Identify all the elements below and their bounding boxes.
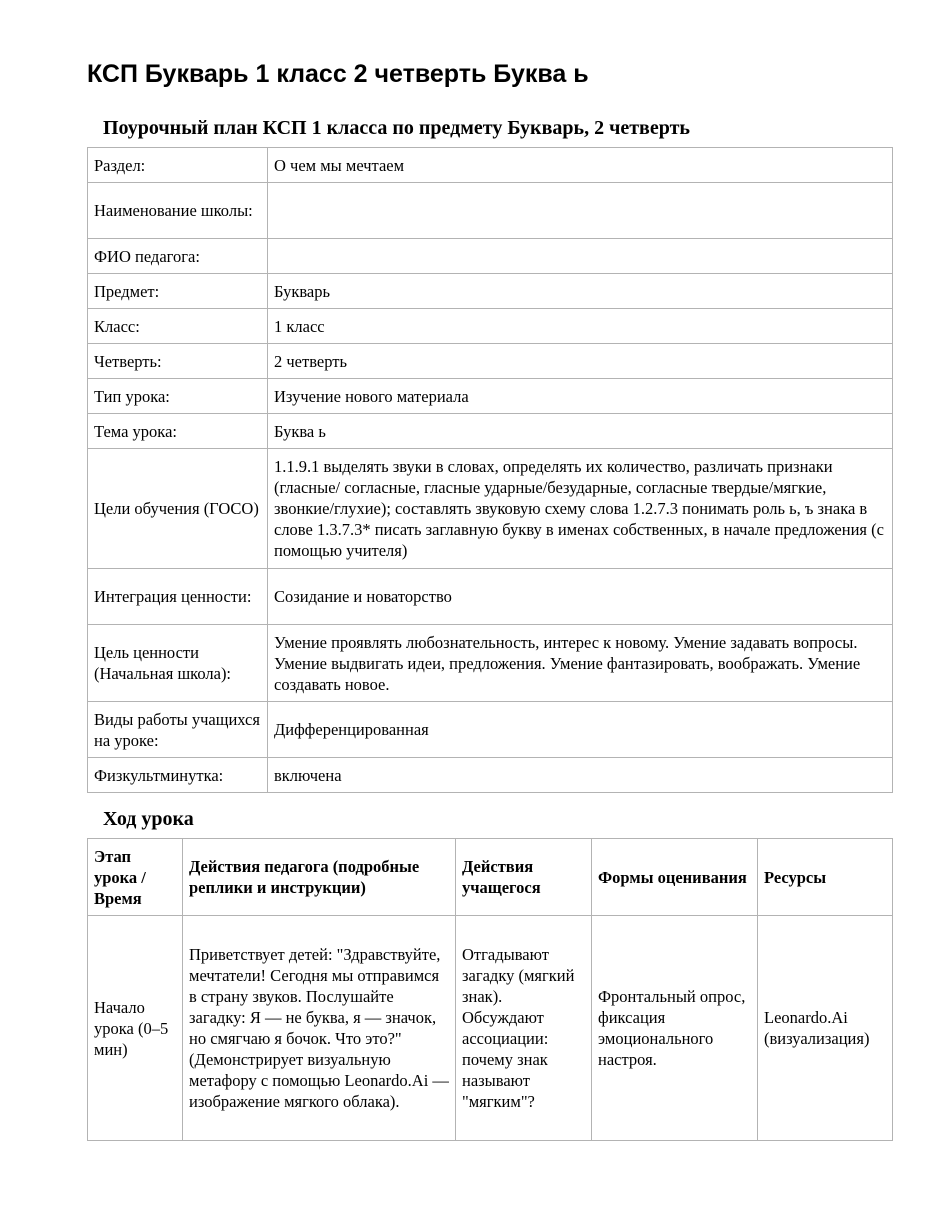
lesson-flow-table	[87, 838, 893, 1141]
header-assessment: Формы оценивания	[592, 839, 758, 916]
lesson-info-table	[87, 147, 893, 793]
info-label: Тип урока:	[88, 379, 268, 414]
lesson-flow-title: Ход урока	[103, 808, 194, 830]
info-value: Созидание и новаторство	[268, 569, 893, 625]
info-row-quarter	[88, 344, 893, 379]
info-label: Предмет:	[88, 274, 268, 309]
info-row-school	[88, 183, 893, 239]
page-title: КСП Букварь 1 класс 2 четверть Буква ь	[87, 60, 589, 88]
info-label: Цели обучения (ГОСО)	[88, 449, 268, 569]
info-row-values-integration	[88, 569, 893, 625]
info-row-lesson-topic	[88, 414, 893, 449]
info-label: Интеграция ценности:	[88, 569, 268, 625]
info-row-value-goal	[88, 625, 893, 702]
info-label: ФИО педагога:	[88, 239, 268, 274]
info-row-teacher	[88, 239, 893, 274]
lesson-stage: Начало урока (0–5 мин)	[88, 916, 183, 1141]
info-label: Четверть:	[88, 344, 268, 379]
info-value	[268, 239, 893, 274]
info-label: Наименование школы:	[88, 183, 268, 239]
info-label: Тема урока:	[88, 414, 268, 449]
lesson-assessment: Фронтальный опрос, фиксация эмоционального настроя.	[592, 916, 758, 1141]
info-value: Буква ь	[268, 414, 893, 449]
info-value: Умение проявлять любознательность, интерес к новому. Умение задавать вопросы. Умение выдвигать идеи, предложения. Умение фантазировать, воображать. Умение создавать новое.	[268, 625, 893, 702]
info-value: О чем мы мечтаем	[268, 148, 893, 183]
plan-title: Поурочный план КСП 1 класса по предмету Букварь, 2 четверть	[103, 117, 690, 139]
info-value: Изучение нового материала	[268, 379, 893, 414]
info-value: 1 класс	[268, 309, 893, 344]
header-resources: Ресурсы	[758, 839, 893, 916]
lesson-header-row	[88, 839, 893, 916]
info-label: Раздел:	[88, 148, 268, 183]
info-value: Дифференцированная	[268, 702, 893, 758]
lesson-resources: Leonardo.Ai (визуализация)	[758, 916, 893, 1141]
info-value	[268, 183, 893, 239]
header-stage: Этап урока / Время	[88, 839, 183, 916]
info-label: Цель ценности (Начальная школа):	[88, 625, 268, 702]
lesson-row	[88, 916, 893, 1141]
info-value: включена	[268, 758, 893, 793]
info-value: 1.1.9.1 выделять звуки в словах, определять их количество, различать признаки (гласные/ согласные, гласные ударные/безударные, согласные твердые/мягкие, звонкие/глухие); составлять звуковую схему слова 1.2.7.3 понимать роль ь, ъ знака в слове 1.3.7.3* писать заглавную букву в именах собственных, в начале предложения (с помощью учителя)	[268, 449, 893, 569]
lesson-teacher-actions: Приветствует детей: "Здравствуйте, мечтатели! Сегодня мы отправимся в страну звуков. Послушайте загадку: Я — не буква, я — значок, но смягчаю я бочок. Что это?" (Демонстрирует визуальную метафору с помощью Leonardo.Ai — изображение мягкого облака).	[183, 916, 456, 1141]
info-row-section	[88, 148, 893, 183]
info-row-physical-break	[88, 758, 893, 793]
info-row-learning-goals	[88, 449, 893, 569]
info-value: Букварь	[268, 274, 893, 309]
lesson-student-actions: Отгадывают загадку (мягкий знак). Обсуждают ассоциации: почему знак называют "мягким"?	[456, 916, 592, 1141]
info-row-lesson-type	[88, 379, 893, 414]
header-student-actions: Действия учащегося	[456, 839, 592, 916]
info-label: Физкультминутка:	[88, 758, 268, 793]
info-label: Виды работы учащихся на уроке:	[88, 702, 268, 758]
info-row-work-types	[88, 702, 893, 758]
info-row-grade	[88, 309, 893, 344]
info-value: 2 четверть	[268, 344, 893, 379]
header-teacher-actions: Действия педагога (подробные реплики и инструкции)	[183, 839, 456, 916]
info-label: Класс:	[88, 309, 268, 344]
info-row-subject	[88, 274, 893, 309]
